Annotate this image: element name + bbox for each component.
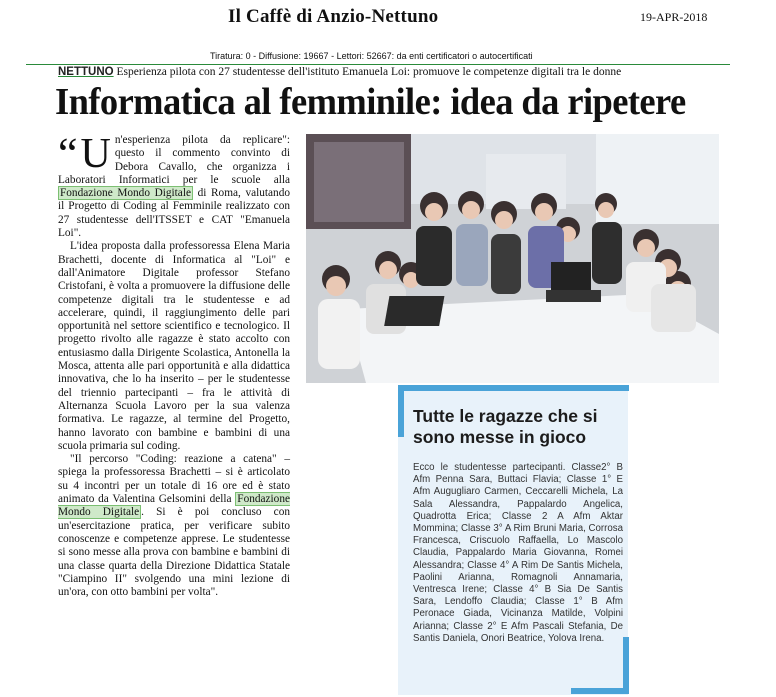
kicker-text: Esperienza pilota con 27 studentesse dell'istituto Emanuela Loi: promuove le competenze digitali tra le donne xyxy=(116,66,622,78)
publication-name: Il Caffè di Anzio-Nettuno xyxy=(228,6,439,27)
sidebar-accent-right xyxy=(623,637,629,694)
publication-date: 19-APR-2018 xyxy=(640,10,708,24)
sidebar-title: Tutte le ragazze che si sono messe in gioco xyxy=(413,406,598,447)
circulation-info: Tiratura: 0 - Diffusione: 19667 - Lettori: 52667: da enti certificatori o autocertificati xyxy=(210,51,533,61)
paragraph-1-text-a: n'esperienza pilota da replicare": questo il commento convinto di Debora Cavallo, che organizza i Laboratori Informatici per le scuole alla xyxy=(58,134,290,186)
article-body xyxy=(58,129,290,599)
group-photo xyxy=(306,134,719,383)
section-label: NETTUNO xyxy=(58,66,114,78)
paragraph-3-text-b: . Si è poi concluso con un'esercitazione pratica, per verificare subito conoscenze e competenze apprese. Le studentesse si sono messe alla prova con bambine e bambini di una classe quarta della Direzione Didattica Statale "Ciampino II" svolgendo una mini lezione di un'ora, con otto bambini per volta". xyxy=(58,506,290,599)
paragraph-1-text-b: di Roma, valutando il Progetto di Coding al Femminile realizzato con 27 studentesse dell'ITSSET e CAT "Emanuela Loi". xyxy=(58,187,290,240)
paragraph-3-text-a: "Il percorso "Coding: reazione a catena" – spiega la professoressa Brachetti – si è articolato su 4 incontri per un totale di 16 ore ed è stato animato da Valentina Gelsomini della xyxy=(58,453,290,506)
group-photo-illustration xyxy=(306,134,719,383)
drop-cap: U xyxy=(80,131,111,177)
sidebar-accent-bottom xyxy=(571,688,629,694)
paragraph-3 xyxy=(58,453,290,599)
paragraph-1 xyxy=(58,129,290,240)
sidebar-text: Ecco le studentesse partecipanti. Classe2° B Afm Penna Sara, Buttaci Flavia; Classe 1° E Afm Augugliaro Carmen, Ceccarelli Michela, La Sala Alessandra, Pappalardo Angelica, Quadrotta Erica; Classe 2 A Afm Aktar Mommina; Classe 3° A Rim Bruni Maria, Corrosa Francesca, Criscuolo Raffaella, Lo Mascolo Claudia, Pappalardo Maria Giovanna, Romei Alessandra; Classe 4° A Rim De Santis Michela, Paolini Arianna, Romagnoli Annamaria, Ventresca Irene; Classe 4° B Sia De Santis Sara, Lendoffo Claudia; Classe 1° B Afm Peronace Giada, Vicinanza Matilde, Volpini Arianna; Classe 2° E Afm Pascali Stefania, De Santis Daniela, Onori Beatrice, Yolova Irena. xyxy=(413,462,623,644)
quote-mark: “ xyxy=(58,129,78,178)
kicker-line xyxy=(58,66,621,78)
header-rule xyxy=(26,64,730,65)
headline: Informatica al femminile: idea da ripetere xyxy=(55,81,686,123)
sidebar-accent-left xyxy=(398,385,404,437)
paragraph-2: L'idea proposta dalla professoressa Elena Maria Brachetti, docente di Informatica al "Loi" e dall'Animatore Digitale professor Stefano Cristofani, è volta a promuovere la diffusione delle competenze digitali tra le studentesse e ad accelerare, quindi, il raggiungimento delle pari opportunità nel settore scientifico e tecnologico. Il progetto rivolto alle ragazze è stato accolto con entusiasmo dalla Dirigente Scolastica, Antonella la Mosca, attenta alle pari opportunità e alla didattica innovativa, che lo ha inserito – per le studentesse del triennio partecipanti – fra le attività di Alternanza Scuola Lavoro per la sua valenza formativa. Le ragazze, al termine del Progetto, hanno lavorato con bambine e bambini di una scuola primaria sul coding. xyxy=(58,240,290,452)
highlight-fondazione-2: Fondazione Mondo Digitale xyxy=(58,493,290,519)
highlight-fondazione-1: Fondazione Mondo Digitale xyxy=(60,187,191,200)
sidebar-accent-top xyxy=(398,385,629,391)
